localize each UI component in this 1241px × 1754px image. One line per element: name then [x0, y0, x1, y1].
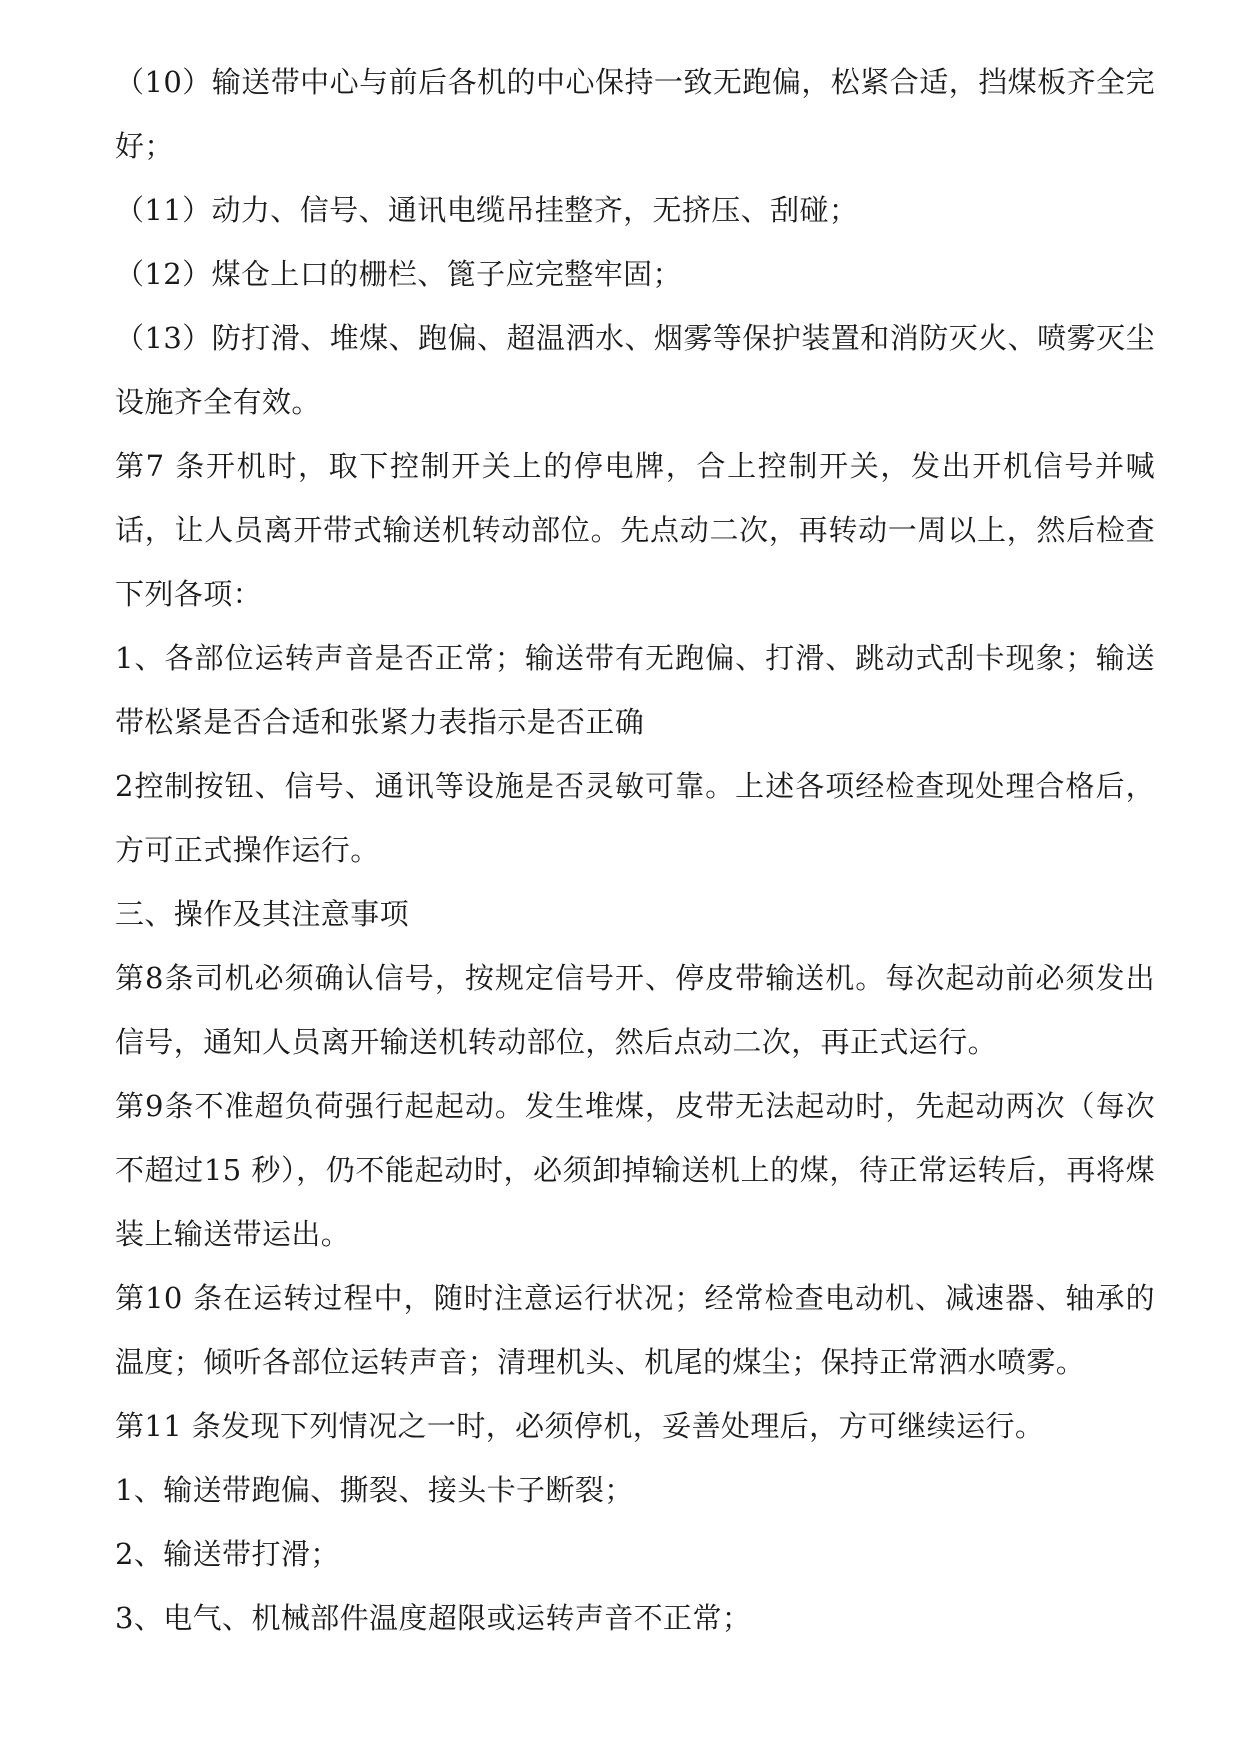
paragraph-check-1: 1、各部位运转声音是否正常；输送带有无跑偏、打滑、跳动式刮卡现象；输送带松紧是否合适和张紧力表指示是否正确: [115, 641, 1155, 739]
paragraph-article-9: 第9条不准超负荷强行起起动。发生堆煤，皮带无法起动时，先起动两次（每次不超过15 秒），仍不能起动时，必须卸掉输送机上的煤，待正常运转后，再将煤装上输送带运出。: [115, 1089, 1155, 1251]
section-heading: 三、操作及其注意事项: [115, 897, 410, 931]
paragraph-article-11: 第11 条发现下列情况之一时，必须停机，妥善处理后，方可继续运行。: [115, 1409, 1045, 1443]
paragraph-stop-1: 1、输送带跑偏、撕裂、接头卡子断裂；: [115, 1473, 634, 1507]
document-page: [115, 50, 1155, 1650]
paragraph-stop-2: 2、输送带打滑；: [115, 1537, 340, 1571]
paragraph-item-12: （12）煤仓上口的栅栏、篦子应完整牢固；: [115, 257, 682, 291]
paragraph-item-10: （10）输送带中心与前后各机的中心保持一致无跑偏，松紧合适，挡煤板齐全完好；: [115, 65, 1155, 163]
paragraph-check-2: 2控制按钮、信号、通讯等设施是否灵敏可靠。上述各项经检查现处理合格后，方可正式操作运行。: [115, 769, 1155, 867]
paragraph-stop-3: 3、电气、机械部件温度超限或运转声音不正常；: [115, 1601, 752, 1635]
paragraph-article-7: 第7 条开机时，取下控制开关上的停电牌，合上控制开关，发出开机信号并喊话，让人员离开带式输送机转动部位。先点动二次，再转动一周以上，然后检查下列各项：: [115, 449, 1155, 611]
paragraph-item-13: （13）防打滑、堆煤、跑偏、超温洒水、烟雾等保护装置和消防灭火、喷雾灭尘设施齐全有效。: [115, 321, 1155, 419]
paragraph-article-10: 第10 条在运转过程中，随时注意运行状况；经常检查电动机、减速器、轴承的温度；倾听各部位运转声音；清理机头、机尾的煤尘；保持正常洒水喷雾。: [115, 1281, 1155, 1379]
paragraph-article-8: 第8条司机必须确认信号，按规定信号开、停皮带输送机。每次起动前必须发出信号，通知人员离开输送机转动部位，然后点动二次，再正式运行。: [115, 961, 1155, 1059]
paragraph-item-11: （11）动力、信号、通讯电缆吊挂整齐，无挤压、刮碰；: [115, 193, 859, 227]
